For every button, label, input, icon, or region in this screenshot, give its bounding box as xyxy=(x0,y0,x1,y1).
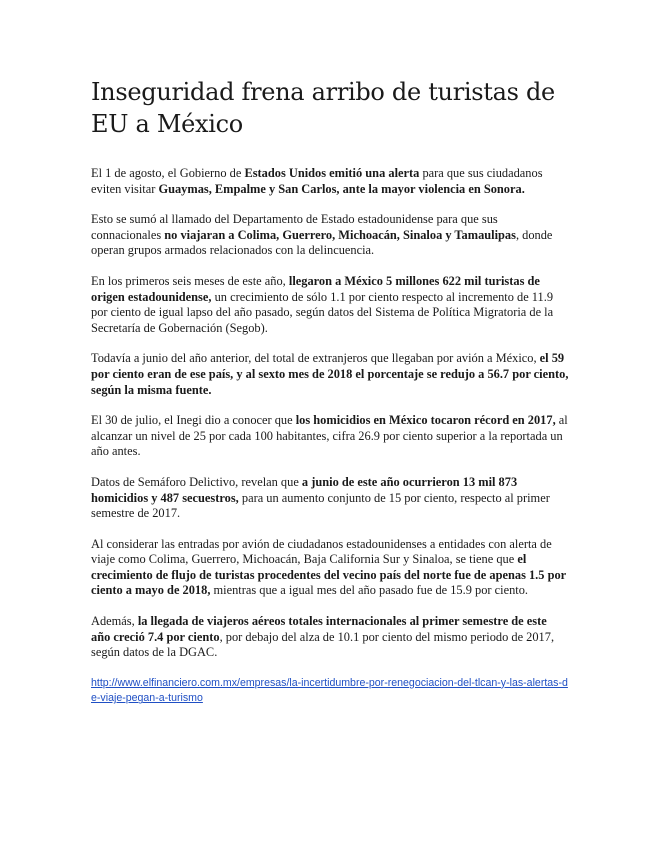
text-run: , donde operan grupos armados relacionados con la delincuencia. xyxy=(91,227,553,258)
bold-text: los homicidios en México tocaron récord en 2017, xyxy=(295,413,556,428)
text-run: El 30 de julio, el Inegi dio a conocer que xyxy=(91,413,296,428)
bold-text: no viajaran a Colima, Guerrero, Michoacán, Sinaloa y Tamaulipas xyxy=(164,227,516,242)
paragraph xyxy=(91,475,569,522)
paragraph xyxy=(91,537,569,599)
paragraph xyxy=(91,166,569,197)
text-run: al alcanzar un nivel de 25 por cada 100 habitantes, cifra 26.9 por ciento superior a la reportada un año antes. xyxy=(91,413,568,459)
text-run: para un aumento conjunto de 15 por ciento, respecto al primer semestre de 2017. xyxy=(91,490,550,521)
text-run: para que sus ciudadanos eviten visitar xyxy=(91,166,543,196)
bold-text: llegaron a México 5 millones 622 mil turistas de origen estadounidense, xyxy=(91,273,540,304)
bold-text: Estados Unidos emitió una alerta xyxy=(244,166,420,180)
text-run: un crecimiento de sólo 1.1 por ciento respecto al incremento de 11.9 por ciento de igual lapso del año pasado, según datos del Sistema de Política Migratoria de la Secretaría de Gobernación (Segob). xyxy=(91,289,554,335)
paragraph xyxy=(91,413,569,460)
bold-text: la llegada de viajeros aéreos totales internacionales al primer semestre de este año creció 7.4 por ciento xyxy=(91,614,547,644)
paragraph-list xyxy=(91,166,569,661)
bold-text: el 59 por ciento eran de ese país, y al sexto mes de 2018 el porcentaje se redujo a 56.7 por ciento, según la misma fuente. xyxy=(91,351,569,397)
text-run: mientras que a igual mes del año pasado fue de 15.9 por ciento. xyxy=(210,583,529,598)
paragraph xyxy=(91,212,569,259)
text-run: Datos de Semáforo Delictivo, revelan que xyxy=(91,474,302,489)
source-link[interactable]: http://www.elfinanciero.com.mx/empresas/la-incertidumbre-por-renegociacion-del-tlcan-y-las-alertas-de-viaje-pegan-a-turismo xyxy=(91,676,568,705)
article-body xyxy=(91,166,569,707)
text-run: El 1 de agosto, el Gobierno de xyxy=(91,166,245,180)
text-run: En los primeros seis meses de este año, xyxy=(91,273,289,288)
bold-text: el crecimiento de flujo de turistas procedentes del vecino país del norte fue de apenas 1.5 por ciento a mayo de 2018, xyxy=(91,552,566,598)
paragraph xyxy=(91,614,569,661)
text-run: Esto se sumó al llamado del Departamento de Estado estadounidense para que sus connacionales xyxy=(91,212,498,242)
text-run: , por debajo del alza de 10.1 por ciento del mismo periodo de 2017, según datos de la DGAC. xyxy=(91,629,555,660)
paragraph xyxy=(91,274,569,336)
text-run: Todavía a junio del año anterior, del total de extranjeros que llegaban por avión a México, xyxy=(91,351,540,366)
paragraph xyxy=(91,351,569,398)
document-title: Inseguridad frena arribo de turistas de EU a México xyxy=(91,78,555,138)
bold-text: a junio de este año ocurrieron 13 mil 873 homicidios y 487 secuestros, xyxy=(91,474,518,505)
bold-text: Guaymas, Empalme y San Carlos, ante la mayor violencia en Sonora. xyxy=(158,181,525,196)
text-run: Al considerar las entradas por avión de ciudadanos estadounidenses a entidades con alerta de viaje como Colima, Guerrero, Michoacán, Baja California Sur y Sinaloa, se tiene que xyxy=(91,536,552,567)
text-run: Además, xyxy=(91,614,138,629)
